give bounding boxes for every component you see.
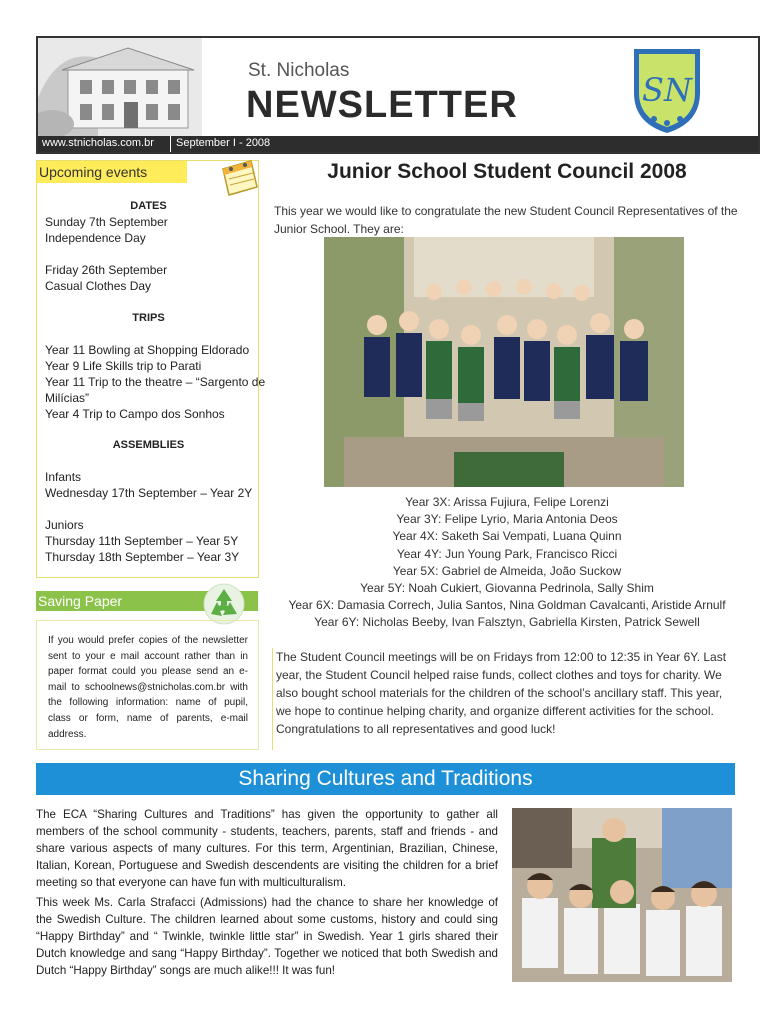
event-item: Friday 26th September: [45, 263, 168, 277]
upcoming-events-heading: Upcoming events: [39, 164, 148, 180]
representative-line: Year 6X: Damasia Correch, Julia Santos, Nina Goldman Cavalcanti, Aristide Arnulf: [288, 598, 726, 613]
representative-line: Year 4Y: Jun Young Park, Francisco Ricci: [396, 546, 618, 561]
website-url[interactable]: www.stnicholas.com.br: [42, 137, 154, 149]
recycle-icon: [203, 583, 245, 625]
school-building-photo: [38, 38, 202, 136]
trip-item: Year 4 Trip to Campo dos Sonhos: [45, 407, 225, 421]
event-item: Sunday 7th September: [45, 215, 168, 229]
upcoming-events-box: [36, 160, 266, 578]
newsletter-title: NEWSLETTER: [246, 84, 518, 126]
representative-line: Year 4X: Saketh Sai Vempati, Luana Quinn: [392, 529, 622, 544]
council-intro: This year we would like to congratulate the new Student Council Representatives of the Junior School. They are:: [274, 204, 738, 236]
council-body-text: The Student Council meetings will be on Fridays from 12:00 to 12:35 in Year 6Y. Last year, the Student Council helped raise funds, collect clothes and toys for charity. We also bought school materials for the children of the school’s ancillary staff. This year, we hope to continue helping charity, and organize different activities for the school. Congratulations to all representatives and good luck!: [276, 650, 727, 736]
council-body-box: [272, 648, 743, 750]
saving-paper-text: If you would prefer copies of the newsletter sent to your e mail account rather than in paper format could you please send an e-mail to schoolnews@stnicholas.com.br with the following information: name of pupil, class or form, name of parents, e-mail address.: [48, 635, 248, 740]
assembly-item: Wednesday 17th September – Year 2Y: [45, 486, 253, 500]
trip-item: Year 11 Bowling at Shopping Eldorado: [45, 343, 250, 357]
article-paragraph: This week Ms. Carla Strafacci (Admissions) had the chance to share her knowledge of the Swedish Culture. The children learned about some customs, history and could sing “Happy Birthday” and “ Twinkle, twinkle little star” in Swedish. Year 1 girls shared their Dutch knowledge and sang “Happy Birthday”. Together we noticed that both Swedish and Dutch “Happy Birthday” songs are much alike!!! It was fun!: [36, 896, 498, 977]
article-paragraph: The ECA “Sharing Cultures and Traditions” has given the opportunity to gather all members of the school community - students, teachers, parents, staff and friends - and share various aspects of many cultures. For this term, Argentinian, Brazilian, Chinese, Italian, Korean, Portuguese and Swedish descendents are visiting the children for a brief meeting so that everyone can have fun with multiculturalism.: [36, 808, 498, 889]
saving-paper-box: [36, 620, 259, 750]
school-crest-logo: [628, 43, 706, 135]
dates-label: DATES: [130, 200, 167, 212]
student-council-photo: [324, 237, 684, 487]
issue-date: September I - 2008: [176, 137, 271, 149]
trip-item: Milícias”: [45, 391, 89, 405]
calendar-icon: [217, 157, 261, 197]
masthead-info-bar: [38, 136, 758, 154]
representative-line: Year 5Y: Noah Cukiert, Giovanna Pedrinola, Sally Shim: [360, 581, 654, 596]
separator: [170, 136, 171, 152]
school-name: St. Nicholas: [248, 60, 350, 81]
svg-text:SN: SN: [642, 71, 692, 109]
masthead: [36, 36, 760, 154]
assembly-item: Thursday 11th September – Year 5Y: [45, 534, 239, 548]
representative-line: Year 6Y: Nicholas Beeby, Ivan Falsztyn, Gabriella Kirsten, Patrick Sewell: [314, 615, 700, 630]
assembly-item: Thursday 18th September – Year 3Y: [45, 550, 240, 564]
assembly-item: Juniors: [45, 518, 84, 532]
sharing-cultures-heading-bar: [36, 763, 735, 795]
council-title: Junior School Student Council 2008: [327, 160, 687, 183]
trip-item: Year 11 Trip to the theatre – “Sargento de: [45, 375, 266, 389]
representative-line: Year 3Y: Felipe Lyrio, Maria Antonia Deos: [396, 512, 618, 527]
representative-line: Year 3X: Arissa Fujiura, Felipe Lorenzi: [405, 495, 609, 509]
event-item: Casual Clothes Day: [45, 279, 152, 293]
sharing-cultures-title: Sharing Cultures and Traditions: [238, 767, 533, 790]
trip-item: Year 9 Life Skills trip to Parati: [45, 359, 202, 373]
trips-label: TRIPS: [132, 312, 165, 324]
event-item: Independence Day: [45, 231, 146, 245]
saving-paper-heading: Saving Paper: [38, 593, 123, 609]
representative-line: Year 5X: Gabriel de Almeida, João Suckow: [392, 563, 622, 578]
assembly-item: Infants: [45, 470, 82, 484]
upcoming-events-heading-bar: [37, 161, 187, 183]
sharing-cultures-article: [36, 806, 498, 982]
representatives-list: [270, 494, 744, 632]
sharing-cultures-photo: [512, 808, 732, 982]
assemblies-label: ASSEMBLIES: [112, 439, 185, 451]
